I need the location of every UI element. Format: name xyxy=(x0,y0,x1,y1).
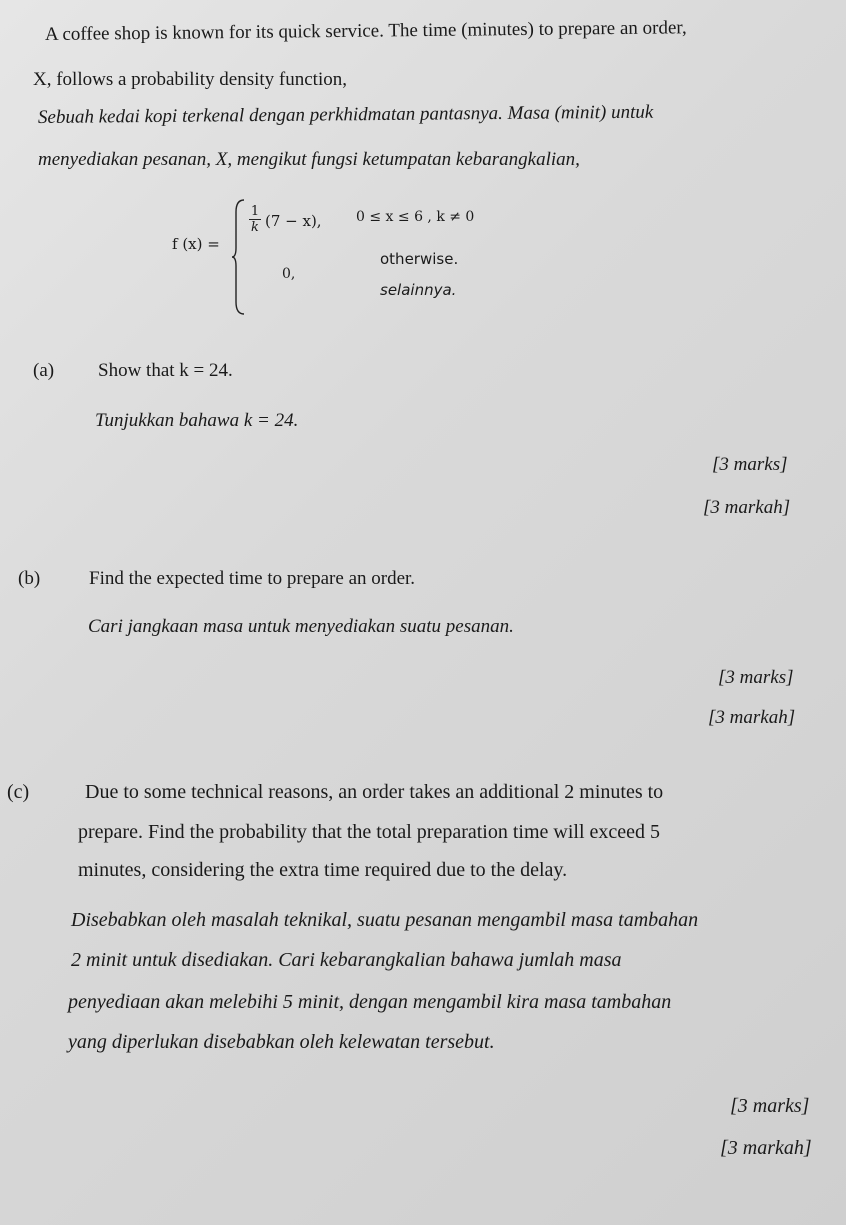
pdf-case2-condition-ms: selainnya. xyxy=(380,281,457,299)
left-brace-icon xyxy=(232,198,246,316)
part-a-marks-ms: [3 markah] xyxy=(703,497,791,518)
intro-en-line2: X, follows a probability density function, xyxy=(33,69,347,90)
part-c-question-ms-line1: Disebabkan oleh masalah teknikal, suatu pesanan mengambil masa tambahan xyxy=(71,909,699,931)
part-a-label: (a) xyxy=(33,360,55,381)
pdf-fraction xyxy=(249,205,261,234)
part-c-question-ms-line4: yang diperlukan disebabkan oleh kelewatan tersebut. xyxy=(68,1031,495,1053)
intro-en-line1: A coffee shop is known for its quick service. The time (minutes) to prepare an order, xyxy=(44,17,687,45)
part-c-question-en-line3: minutes, considering the extra time required due to the delay. xyxy=(78,859,568,881)
part-b-question-en: Find the expected time to prepare an order. xyxy=(89,568,416,589)
fraction-numerator: 1 xyxy=(250,204,260,219)
part-c-question-ms-line2: 2 minit untuk disediakan. Cari kebarangkalian bahawa jumlah masa xyxy=(71,949,622,971)
fraction-denominator: k xyxy=(251,220,259,235)
pdf-case1-expression: (7 − x), xyxy=(265,212,322,230)
part-c-marks-ms: [3 markah] xyxy=(720,1137,812,1159)
part-a-marks-en: [3 marks] xyxy=(712,454,788,475)
pdf-case2-condition-en: otherwise. xyxy=(380,250,459,268)
part-b-label: (b) xyxy=(18,568,41,589)
part-c-marks-en: [3 marks] xyxy=(730,1095,810,1117)
part-c-question-en-line2: prepare. Find the probability that the total preparation time will exceed 5 xyxy=(78,821,661,843)
part-b-marks-ms: [3 markah] xyxy=(708,707,796,728)
part-c-label: (c) xyxy=(7,781,30,803)
part-c-question-en-line1: Due to some technical reasons, an order takes an additional 2 minutes to xyxy=(85,781,664,803)
pdf-case2-expression: 0, xyxy=(282,266,296,282)
pdf-case1-condition: 0 ≤ x ≤ 6 , k ≠ 0 xyxy=(356,209,475,225)
part-a-question-en: Show that k = 24. xyxy=(98,360,233,381)
part-b-question-ms: Cari jangkaan masa untuk menyediakan suatu pesanan. xyxy=(88,616,514,637)
pdf-lhs: f (x) = xyxy=(172,235,220,253)
intro-ms-line1: Sebuah kedai kopi terkenal dengan perkhidmatan pantasnya. Masa (minit) untuk xyxy=(37,101,654,128)
part-c-question-ms-line3: penyediaan akan melebihi 5 minit, dengan mengambil kira masa tambahan xyxy=(68,991,672,1013)
intro-ms-line2: menyediakan pesanan, X, mengikut fungsi ketumpatan kebarangkalian, xyxy=(38,149,580,170)
part-b-marks-en: [3 marks] xyxy=(718,667,794,688)
part-a-question-ms: Tunjukkan bahawa k = 24. xyxy=(95,410,299,431)
